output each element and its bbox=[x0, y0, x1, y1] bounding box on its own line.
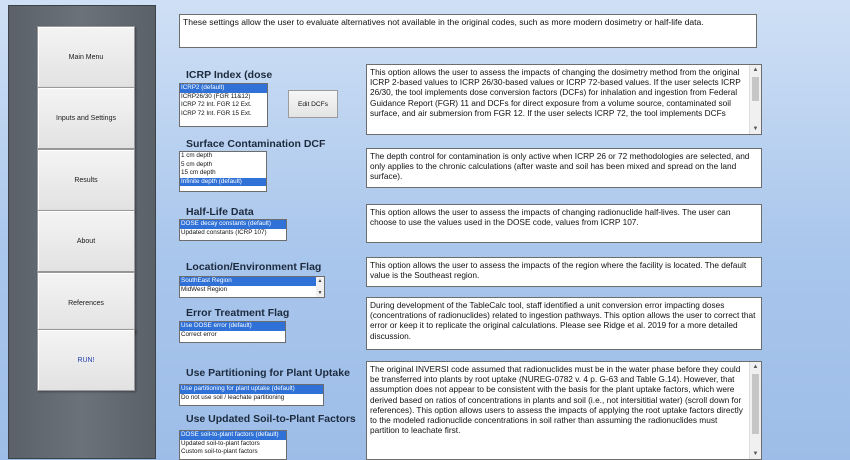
results-button[interactable]: Results bbox=[37, 149, 135, 211]
surface-option[interactable]: 15 cm depth bbox=[181, 169, 216, 177]
icrp-option[interactable]: ICRP2 (default) bbox=[180, 84, 267, 93]
partitioning-option[interactable]: Use partitioning for plant uptake (default) bbox=[180, 385, 323, 394]
error-label: Error Treatment Flag bbox=[186, 307, 290, 319]
scroll-down-icon[interactable]: ▼ bbox=[317, 290, 323, 296]
location-option[interactable]: MidWest Region bbox=[181, 285, 228, 293]
surface-listbox[interactable] bbox=[179, 151, 267, 192]
error-option[interactable]: Use DOSE error (default) bbox=[180, 322, 285, 331]
icrp-option[interactable]: ICRP26/30 (FGR 11&12) bbox=[181, 92, 251, 100]
scroll-up-icon[interactable]: ▲ bbox=[317, 278, 323, 284]
halflife-option[interactable]: DOSE decay constants (default) bbox=[180, 220, 286, 229]
scroll-thumb[interactable] bbox=[752, 374, 759, 434]
location-listbox[interactable] bbox=[179, 276, 325, 298]
about-button[interactable]: About bbox=[37, 210, 135, 272]
icrp-option[interactable]: ICRP 72 Int. FGR 15 Ext. bbox=[181, 109, 252, 117]
error-description: During development of the TableCalc tool, staff identified a unit conversion error impacting doses (concentrations of radionuclides) related to ingestion pathways. This option allows the user to correct that error or keep it to replicate the original calculations. Please see Ridge et al. 2019 for a more detailed discussion. bbox=[366, 297, 762, 350]
partitioning-option[interactable]: Do not use soil / leachate partitioning bbox=[181, 393, 285, 401]
soilplant-label: Use Updated Soil-to-Plant Factors bbox=[186, 413, 356, 425]
icrp-listbox[interactable] bbox=[179, 83, 268, 127]
icrp-description[interactable] bbox=[366, 64, 762, 135]
surface-option[interactable]: 1 cm depth bbox=[181, 152, 213, 159]
edit-dcfs-button[interactable]: Edit DCFs bbox=[288, 90, 338, 118]
scroll-down-icon[interactable]: ▼ bbox=[752, 126, 759, 132]
intro-text: These settings allow the user to evaluate alternatives not available in the original codes, such as more modern dosimetry or half-life data. bbox=[179, 14, 757, 48]
partitioning-description-text: The original INVERSI code assumed that radionuclides must be in the water phase before they could be transferred into plants by root uptake (NUREG-0782 v. 4 p. G-63 and Table G.14). However, that assumption does not appear to be consistent with the basis for the plant uptake factors, which were derived based on ratios of concentrations in plants and soil (i.e., not intersititial water) (scroll down for references). This option allows users to assess the impacts of applying the root uptake factors directly to the modeled radionuclide concentrations in soil rather than assuming the radionuclides must partition to leachate first. bbox=[370, 364, 743, 436]
run-button[interactable]: RUN! bbox=[37, 329, 135, 391]
location-scrollbar[interactable] bbox=[316, 277, 324, 297]
location-description: This option allows the user to assess the impacts of the region where the facility is located. The default value is the Southeast region. bbox=[366, 257, 762, 287]
location-option[interactable]: SouthEast Region bbox=[180, 277, 316, 286]
main-menu-button[interactable]: Main Menu bbox=[37, 26, 135, 88]
icrp-label: ICRP Index (dose bbox=[186, 69, 273, 81]
scroll-up-icon[interactable]: ▲ bbox=[752, 67, 759, 73]
location-label: Location/Environment Flag bbox=[186, 261, 322, 273]
halflife-label: Half-Life Data bbox=[186, 206, 254, 218]
soilplant-listbox[interactable] bbox=[179, 430, 287, 460]
scroll-down-icon[interactable]: ▼ bbox=[752, 451, 759, 457]
soilplant-option[interactable]: Updated soil-to-plant factors bbox=[181, 439, 260, 447]
halflife-listbox[interactable] bbox=[179, 219, 287, 241]
icrp-option[interactable]: ICRP 72 Int. FGR 12 Ext. bbox=[181, 101, 252, 109]
soilplant-option[interactable]: DOSE soil-to-plant factors (default) bbox=[180, 431, 286, 440]
error-option[interactable]: Correct error bbox=[181, 330, 217, 338]
surface-description: The depth control for contamination is only active when ICRP 26 or 72 methodologies are selected, and only applies to the chronic calculations (after waste and soil has been mixed and spread on the land surface). bbox=[366, 148, 762, 188]
surface-option[interactable]: 5 cm depth bbox=[181, 160, 213, 168]
surface-option[interactable]: Infinite depth (default) bbox=[180, 178, 266, 187]
partitioning-description[interactable] bbox=[366, 361, 762, 460]
partitioning-listbox[interactable] bbox=[179, 384, 324, 406]
partitioning-scrollbar[interactable] bbox=[749, 362, 761, 459]
sidebar bbox=[8, 5, 156, 459]
surface-label: Surface Contamination DCF bbox=[186, 138, 326, 150]
soilplant-option[interactable]: Custom soil-to-plant factors bbox=[181, 448, 258, 456]
halflife-description: This option allows the user to assess the impacts of changing radionuclide half-lives. The user can choose to use the values used in the DOSE code, values from ICRP 107. bbox=[366, 204, 762, 243]
scroll-thumb[interactable] bbox=[752, 77, 759, 101]
error-listbox[interactable] bbox=[179, 321, 286, 343]
halflife-option[interactable]: Updated constants (ICRP 107) bbox=[181, 228, 267, 236]
scroll-up-icon[interactable]: ▲ bbox=[752, 364, 759, 370]
icrp-description-text: This option allows the user to assess the impacts of changing the dosimetry method from the original ICRP 2-based values to ICRP 26/30-based values or ICRP 72-based values. If the user selects ICRP 26/30, the tool implements dose conversion factors (DCFs) for inhalation and ingestion from Federal Guidance Report (FGR) 11 and DCFs for direct exposure from a volume source, contaminated soil surface, and air submersion from FGR 12. If the user selects ICRP 72, the tool implements DCFs bbox=[370, 67, 741, 118]
icrp-scrollbar[interactable] bbox=[749, 65, 761, 134]
inputs-settings-button[interactable]: Inputs and Settings bbox=[37, 87, 135, 149]
references-button[interactable]: References bbox=[37, 272, 135, 334]
partitioning-label: Use Partitioning for Plant Uptake bbox=[186, 367, 350, 379]
